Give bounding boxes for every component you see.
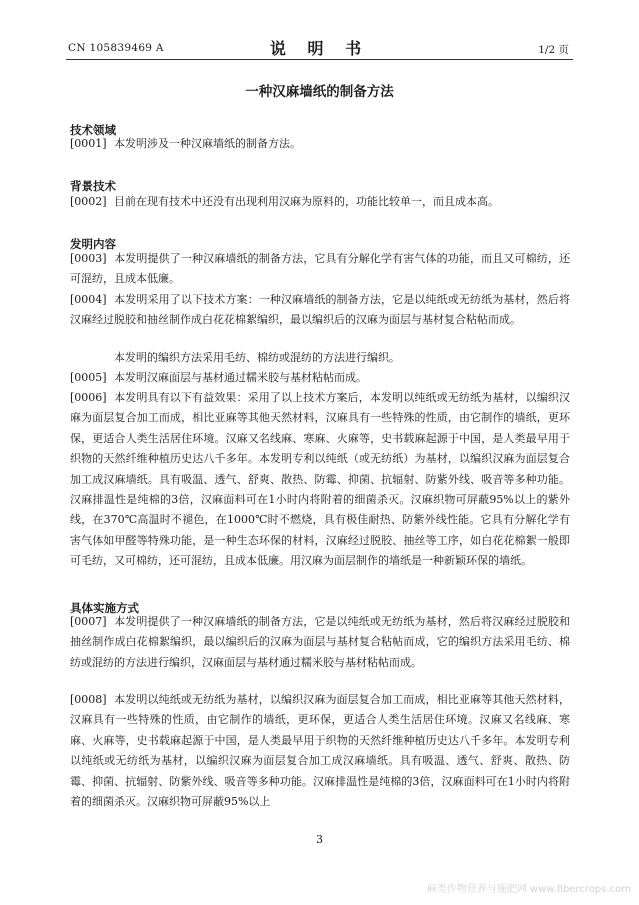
paragraph-number: [0004] [70,293,107,306]
section-heading-tech-field: 技术领域 [70,123,116,137]
paragraph-number: [0002] [70,195,107,208]
section-heading-background: 背景技术 [70,179,116,193]
paragraph-text: 本发明提供了一种汉麻墙纸的制备方法，它具有分解化学有害气体的功能，而且又可棉纺，还可混纺，且成本低廉。 [70,252,570,286]
paragraph-text: 本发明提供了一种汉麻墙纸的制备方法，它是以纯纸或无纺纸为基材，然后将汉麻经过脱胶和抽丝制作成白花棉絮编织，最以编织后的汉麻为面层与基材复合粘帖而成，它的编织方法采用毛纺、棉纺或混纺的方法进行编织，汉麻面层与基材通过糯米胶与基材粘帖而成。 [70,615,570,669]
document-type-heading: 说 明 书 [269,39,370,58]
paragraph-number: [0005] [70,371,107,384]
paragraph-0006 [70,388,570,572]
page-fraction: 1/2 页 [538,44,569,56]
paragraph-0003 [70,249,570,290]
header-divider [66,59,573,60]
paragraph-text: 本发明以纯纸或无纺纸为基材，以编织汉麻为面层复合加工而成，相比亚麻等其他天然材料，汉麻具有一些特殊的性质，由它制作的墙纸，更环保，更适合人类生活居住环境。汉麻又名线麻、寒麻、火麻等，史书载麻起源于中国，是人类最早用于织物的天然纤维种植历史达八千多年。本发明专利以纯纸或无纺纸为基材，以编织汉麻为面层复合加工成汉麻墙纸。具有吸温、透气、舒爽、散热、防霉、抑菌、抗辐射、防紫外线、吸音等多种功能。汉麻排温性是纯棉的3倍，汉麻面料可在1小时内将附着的细菌杀灭。汉麻织物可屏蔽95%以上 [70,693,570,809]
paragraph-0008 [70,690,570,812]
paragraph-0007 [70,612,570,673]
paragraph-number: [0007] [70,615,107,628]
watermark: 麻类作物营养与施肥网 www.fibercrops.com [426,884,631,895]
section-heading-embodiment: 具体实施方式 [70,601,139,615]
paragraph-text: 本发明汉麻面层与基材通过糯米胶与基材粘帖而成。 [114,371,367,384]
paragraph-0004 [70,290,570,331]
paragraph-text: 本发明采用了以下技术方案：一种汉麻墙纸的制备方法，它是以纯纸或无纺纸为基材，然后将汉麻经过脱胶和抽丝制作成白花花棉絮编织，最以编织后的汉麻为面层与基材复合粘帖而成。 [70,293,570,327]
paragraph-text: 本发明涉及一种汉麻墙纸的制备方法。 [114,137,301,150]
paragraph-number: [0008] [70,693,107,706]
paragraph-0005 [70,368,570,388]
paragraph-text: 目前在现有技术中还没有出现利用汉麻为原料的，功能比较单一，而且成本高。 [114,195,499,208]
page-number: 3 [316,833,323,846]
paragraph-0001 [70,134,570,154]
paragraph-number: [0006] [70,391,107,404]
document-title: 一种汉麻墙纸的制备方法 [245,84,394,100]
paragraph-0004-continuation: 本发明的编织方法采用毛纺、棉纺或混纺的方法进行编织。 [114,351,400,364]
paragraph-text: 本发明具有以下有益效果：采用了以上技术方案后，本发明以纯纸或无纺纸为基材，以编织汉麻为面层复合加工而成，相比亚麻等其他天然材料，汉麻具有一些特殊的性质，由它制作的墙纸，更环保，更适合人类生活居住环境。汉麻又名线麻、寒麻、火麻等，史书载麻起源于中国，是人类最早用于织物的天然纤维种植历史达八千多年。本发明专利以纯纸（或无纺纸）为基材，以编织汉麻为面层复合加工成汉麻墙纸。具有吸温、透气、舒爽、散热、防霉、抑菌、抗辐射、防紫外线、吸音等多种功能。汉麻排温性是纯棉的3倍，汉麻面料可在1小时内将附着的细菌杀灭。汉麻织物可屏蔽95%以上的紫外线，在370℃高温时不褪色，在1000℃时不燃烧，具有极佳耐热、防紫外线性能。它具有分解化学有害气体如甲醛等特殊功能，是一种生态环保的材料，汉麻经过脱胶、抽丝等工序，如白花花棉絮一般即可毛纺，又可棉纺，还可混纺，且成本低廉。用汉麻为面层制作的墙纸是一种新颖环保的墙纸。 [70,391,570,568]
paragraph-number: [0001] [70,137,107,150]
paragraph-number: [0003] [70,252,107,265]
patent-number: CN 105839469 A [68,42,164,54]
section-heading-invention: 发明内容 [70,237,116,251]
paragraph-0002 [70,192,570,212]
